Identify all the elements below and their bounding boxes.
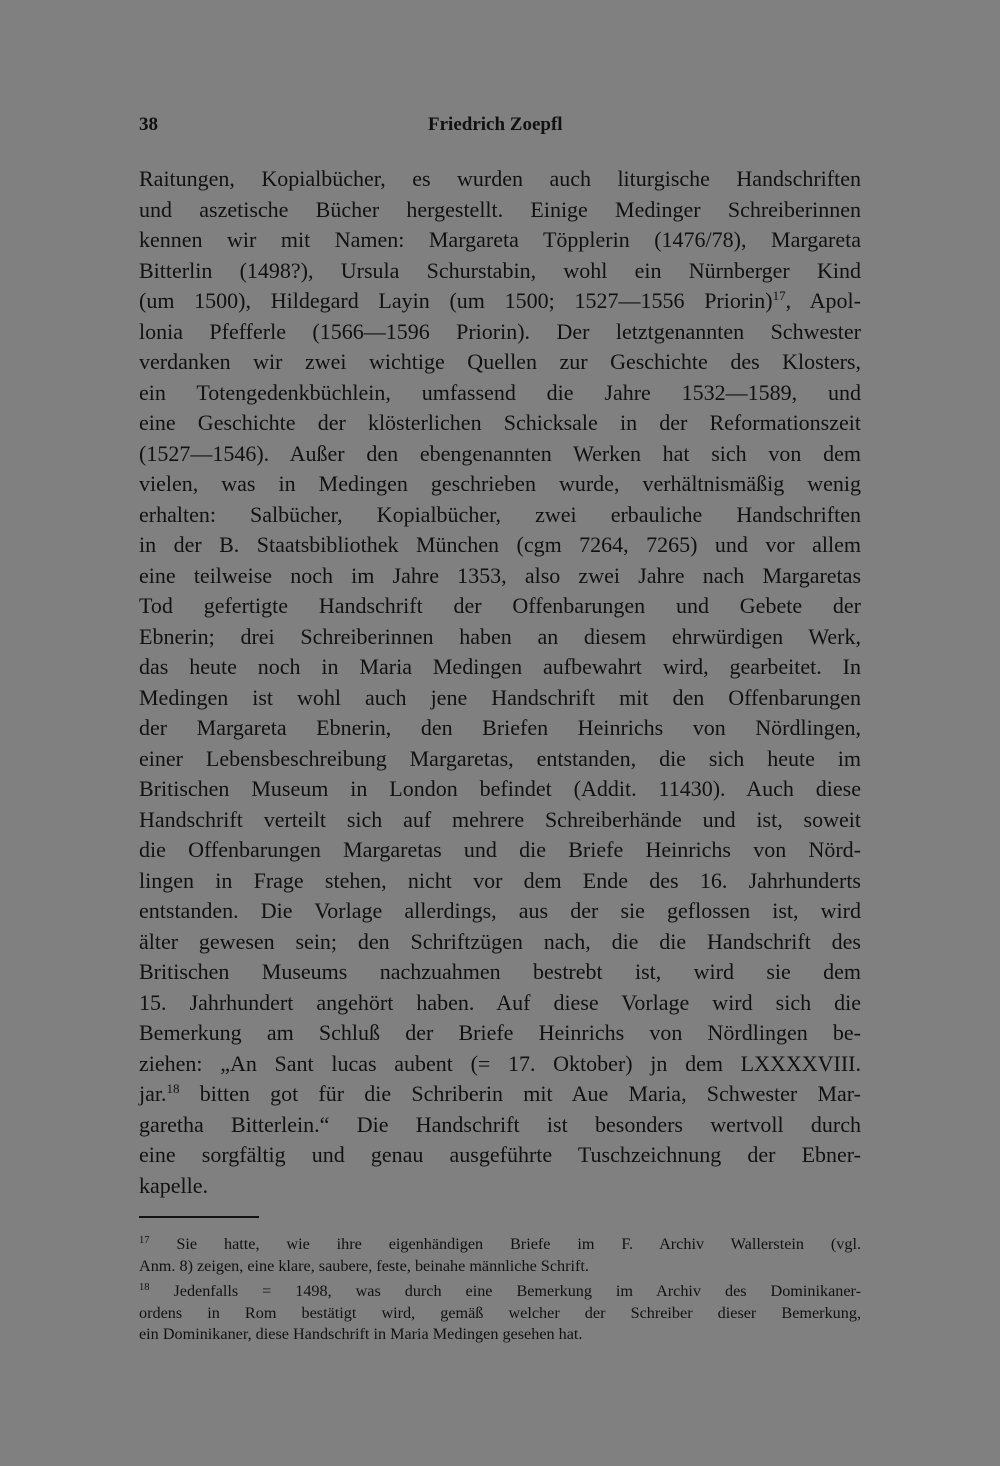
text-segment: (um 1500), Hildegard Layin (um 1500; 1527—1556 Priorin)	[139, 288, 773, 313]
text-segment: jar.	[139, 1081, 167, 1106]
text-segment: , Apol-	[785, 288, 861, 313]
text-line: verdanken wir zwei wichtige Quellen zur Geschichte des Klosters,	[139, 349, 861, 374]
text-line	[139, 286, 861, 317]
text-line: Handschrift verteilt sich auf mehrere Schreiberhände und ist, soweit	[139, 806, 861, 832]
text-line: ziehen: „An Sant lucas aubent (= 17. Oktober) jn dem LXXXXVIII.	[139, 1050, 861, 1076]
text-line: Tod gefertigte Handschrift der Offenbarungen und Gebete der	[139, 593, 861, 618]
text-segment: bitten got für die Schriberin mit Aue Maria, Schwester Mar-	[179, 1081, 861, 1106]
text-line: ein Totengedenkbüchlein, umfassend die Jahre 1532—1589, und	[139, 379, 861, 405]
text-line: Raitungen, Kopialbücher, es wurden auch liturgische Handschriften	[139, 166, 861, 191]
footnote-marker: 18	[166, 1081, 180, 1096]
text-line: erhalten: Salbücher, Kopialbücher, zwei erbauliche Handschriften	[139, 501, 861, 527]
text-line: lonia Pfefferle (1566—1596 Priorin). Der letztgenannten Schwester	[139, 318, 861, 344]
footnote-text: Jedenfalls = 1498, was durch eine Bemerkung im Archiv des Dominikaner-	[149, 1282, 861, 1300]
footnote-18-line: ein Dominikaner, diese Handschrift in Maria Medingen gesehen hat.	[139, 1325, 583, 1343]
text-line: Britischen Museums nachzuahmen bestrebt ist, wird sie dem	[139, 959, 861, 984]
text-line: lingen in Frage stehen, nicht vor dem Ende des 16. Jahrhunderts	[139, 867, 861, 893]
running-title: Friedrich Zoepfl	[428, 114, 563, 135]
text-line: Medingen ist wohl auch jene Handschrift mit den Offenbarungen	[139, 684, 861, 710]
text-line: die Offenbarungen Margaretas und die Briefe Heinrichs von Nörd-	[139, 837, 861, 862]
page-number: 38	[139, 114, 158, 135]
text-line: Bemerkung am Schluß der Briefe Heinrichs von Nördlingen be-	[139, 1020, 861, 1045]
footnote-marker: 17	[772, 288, 786, 303]
text-line: Ebnerin; drei Schreiberinnen haben an diesem ehrwürdigen Werk,	[139, 623, 861, 649]
footnote-17-line: Anm. 8) zeigen, eine klare, saubere, feste, beinahe männliche Schrift.	[139, 1256, 589, 1275]
footnote-18-line: ordens in Rom bestätigt wird, gemäß welcher der Schreiber dieser Bemerkung,	[139, 1303, 861, 1322]
text-line: der Margareta Ebnerin, den Briefen Heinrichs von Nördlingen,	[139, 715, 861, 740]
text-line: eine teilweise noch im Jahre 1353, also zwei Jahre nach Margaretas	[139, 562, 861, 588]
text-line: (1527—1546). Außer den ebengenannten Werken hat sich von dem	[139, 440, 861, 466]
footnote-number: 18	[139, 1282, 150, 1293]
text-line: Britischen Museum in London befindet (Addit. 11430). Auch diese	[139, 776, 861, 801]
text-line: entstanden. Die Vorlage allerdings, aus der sie geflossen ist, wird	[139, 898, 861, 923]
text-line: kennen wir mit Namen: Margareta Töpplerin (1476/78), Margareta	[139, 227, 861, 252]
text-line: eine sorgfältig und genau ausgeführte Tuschzeichnung der Ebner-	[139, 1142, 861, 1167]
body-text	[139, 164, 861, 1201]
text-line: vielen, was in Medingen geschrieben wurde, verhältnismäßig wenig	[139, 471, 861, 496]
footnotes	[139, 1234, 861, 1346]
text-line: älter gewesen sein; den Schriftzügen nach, die die Handschrift des	[139, 928, 861, 954]
text-line: einer Lebensbeschreibung Margaretas, entstanden, die sich heute im	[139, 745, 861, 771]
footnote-18-line	[139, 1281, 861, 1303]
text-line: eine Geschichte der klösterlichen Schicksale in der Reformationszeit	[139, 410, 861, 435]
running-head	[139, 114, 861, 140]
text-line: das heute noch in Maria Medingen aufbewahrt wird, gearbeitet. In	[139, 654, 861, 679]
text-line: garetha Bitterlein.“ Die Handschrift ist besonders wertvoll durch	[139, 1111, 861, 1137]
footnote-17-line	[139, 1234, 861, 1256]
footnote-number: 17	[139, 1235, 150, 1246]
text-line: kapelle.	[139, 1172, 209, 1198]
text-line: und aszetische Bücher hergestellt. Einige Medinger Schreiberinnen	[139, 196, 861, 222]
text-line: Bitterlin (1498?), Ursula Schurstabin, wohl ein Nürnberger Kind	[139, 257, 861, 283]
footnote-divider	[139, 1216, 259, 1218]
text-line: 15. Jahrhundert angehört haben. Auf diese Vorlage wird sich die	[139, 989, 861, 1015]
text-line	[139, 1079, 861, 1110]
text-line: in der B. Staatsbibliothek München (cgm 7264, 7265) und vor allem	[139, 532, 861, 557]
footnote-text: Sie hatte, wie ihre eigenhändigen Briefe im F. Archiv Wallerstein (vgl.	[149, 1235, 861, 1253]
